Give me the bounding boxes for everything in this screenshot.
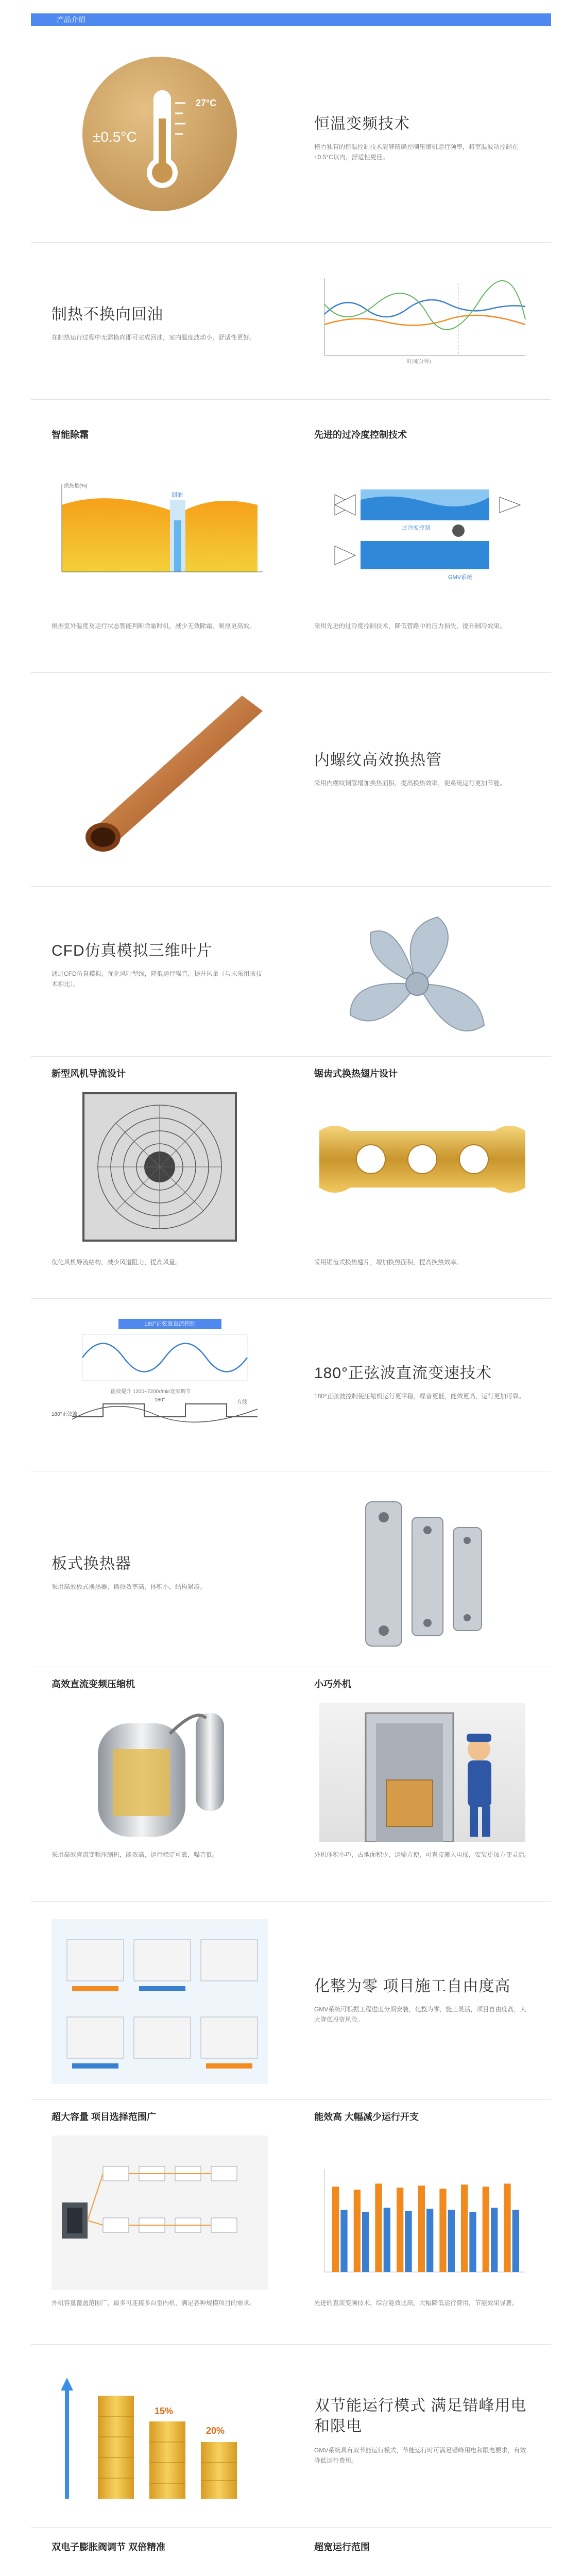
feature-high-efficiency <box>314 2110 530 2123</box>
fin-image <box>319 1121 525 1198</box>
axis-label: 换热量(%) <box>64 483 88 489</box>
subcool-diagram <box>314 474 530 582</box>
feature-title: 超宽运行范围 <box>314 2542 370 2552</box>
feature-inner-groove-tube <box>314 747 530 788</box>
chart-banner: 180°正弦波直流控制 <box>118 1319 221 1329</box>
capacity-diagram <box>52 2136 268 2290</box>
efficiency-chart-svg <box>314 2164 530 2282</box>
bar-s2-5 <box>426 2209 433 2272</box>
section-header: 产品介绍 <box>31 13 551 26</box>
x-axis-label: 时间(分钟) <box>407 359 431 365</box>
feature-title: 小巧外机 <box>314 1679 351 1689</box>
defrost-chart <box>52 474 268 582</box>
saving-pct-1: 15% <box>155 2406 174 2416</box>
feature-title: 180°正弦波直流变速技术 <box>314 1365 492 1382</box>
feature-title: 双电子膨胀阀调节 双倍精准 <box>52 2542 165 2552</box>
precision-badge: ±0.5°C <box>93 129 137 145</box>
feature-desc: 根据室外温度及运行状态智能判断除霜时机，减少无效除霜，制热更高效。 <box>52 622 256 630</box>
feature-sine-dc <box>314 1360 530 1401</box>
bar-s1-8 <box>483 2187 489 2272</box>
feature-constant-temp <box>314 111 530 162</box>
feature-subcool-control <box>314 428 530 441</box>
feature-desc: 在制热运行过程中无需换向即可完成回油，室内温度波动小，舒适性更好。 <box>52 334 256 341</box>
feature-desc: 180°正弦波控制使压缩机运行更平稳，噪音更低，能效更高，运行更加可靠。 <box>314 1393 525 1400</box>
feature-title: 锯齿式换热翅片设计 <box>314 1069 398 1079</box>
bar-s1-9 <box>504 2183 510 2272</box>
feature-title: 恒温变频技术 <box>314 115 410 132</box>
feature-title: 内螺纹高效换热管 <box>314 752 442 769</box>
system-label: GMV系统 <box>448 574 473 581</box>
feature-desc: 外机容量覆盖范围广，最多可连接多台室内机，满足各种规模项目的需求。 <box>52 2299 256 2307</box>
sine-wave-chart <box>52 1319 268 1443</box>
bar-s2-8 <box>491 2208 498 2272</box>
feature-title: 双节能运行模式 满足错峰用电和限电 <box>314 2397 527 2435</box>
feature-plate-exchanger <box>52 1551 268 1592</box>
feature-large-capacity <box>52 2110 268 2123</box>
feature-title: 新型风机导流设计 <box>52 1069 126 1079</box>
feature-title: 能效高 大幅减少运行开支 <box>314 2112 419 2122</box>
fan-blade-icon <box>335 907 500 1061</box>
bar-s1-2 <box>354 2190 361 2272</box>
feature-desc: GMV系统可根据工程进度分期安装，化整为零，施工灵活，项目自由度高，大大降低投资风险。 <box>314 2006 526 2023</box>
bar-s1-4 <box>397 2188 403 2272</box>
bar-s2-1 <box>340 2210 347 2272</box>
compressor-image <box>77 1703 242 1842</box>
feature-desc: 采用先进的过冷度控制技术，降低管路中的压力损失，提升制冷效果。 <box>314 622 506 630</box>
feature-smart-defrost <box>52 428 268 441</box>
bar-s2-4 <box>405 2211 412 2272</box>
feature-desc: GMV系统具有双节能运行模式，节能运行时可满足错峰用电和限电要求，有效降低运行费用。 <box>314 2447 526 2464</box>
feature-desc: 采用锯齿式换热翅片，增加换热面积，提高换热效率。 <box>314 1259 463 1266</box>
feature-desc: 采用高效直流变频压缩机，能效高，运行稳定可靠，噪音低。 <box>52 1851 219 1858</box>
feature-serrated-fins <box>314 1066 530 1080</box>
feature-desc: 采用内螺纹铜管增加换热面积，提高换热效率，使系统运行更加节能。 <box>314 779 506 787</box>
feature-title: 化整为零 项目施工自由度高 <box>314 1978 511 1995</box>
plate-exchanger-image <box>361 1497 530 1651</box>
saving-pct-2: 20% <box>206 2426 225 2436</box>
temp-value: 27°C <box>196 98 217 108</box>
feature-phased-project <box>314 1973 530 2025</box>
feature-title: 先进的过冷度控制技术 <box>314 430 407 440</box>
bar-s2-9 <box>512 2210 519 2272</box>
feature-title: CFD仿真模拟三维叶片 <box>52 942 213 959</box>
feature-desc: 优化风机导流结构，减少风道阻力，提高风量。 <box>52 1259 182 1266</box>
bar-s2-2 <box>362 2212 369 2272</box>
feature-dual-energy-mode <box>314 2396 530 2466</box>
bar-s2-6 <box>448 2210 455 2272</box>
subcool-label: 过冷度控制 <box>402 525 430 531</box>
bar-s1-3 <box>375 2183 382 2272</box>
bar-s2-7 <box>469 2212 476 2272</box>
bar-s1-7 <box>461 2184 468 2272</box>
feature-desc: 外机体积小巧，占地面积少，运输方便，可直接搬入电梯，安装更加方便灵活。 <box>314 1851 531 1858</box>
phased-install-diagram <box>52 1919 268 2084</box>
feature-cfd-blade <box>52 938 268 989</box>
bar-s1-6 <box>439 2189 446 2272</box>
feature-desc: 通过CFD仿真模拟，优化风叶型线，降低运行噪音，提升风量（与未采用该技术相比）。 <box>52 970 262 988</box>
oil-label: 回油 <box>172 492 183 498</box>
feature-compact-unit <box>314 1677 530 1690</box>
feature-desc: 先进的直流变频技术，综合能效比高，大幅降低运行费用，节能效果显著。 <box>314 2299 519 2307</box>
feature-dc-compressor <box>52 1677 268 1690</box>
chart-caption: 能效提升 1200~7200r/min宽频调节 <box>111 1389 191 1395</box>
feature-title: 板式换热器 <box>52 1555 131 1572</box>
coin-stack-chart <box>52 2375 268 2504</box>
feature-title: 制热不换向回油 <box>52 306 163 323</box>
copper-tube-image <box>77 690 268 855</box>
feature-oil-return <box>52 301 268 343</box>
sine-label: 180°正弦波 <box>52 1412 78 1417</box>
bar-s1-1 <box>332 2187 339 2272</box>
temperature-curve-chart <box>314 273 530 366</box>
feature-fan-guide <box>52 1066 268 1080</box>
efficiency-bar-chart <box>314 2164 530 2282</box>
feature-desc: 采用高效板式换热器，换热效率高，体积小，结构紧凑。 <box>52 1583 207 1590</box>
elevator-worker-image <box>319 1703 525 1842</box>
feature-dual-eev <box>52 2540 268 2553</box>
feature-title: 高效直流变频压缩机 <box>52 1679 135 1689</box>
square-label: 方波 <box>237 1399 247 1405</box>
angle-label: 180° <box>155 1397 165 1403</box>
feature-title: 超大容量 项目选择范围广 <box>52 2112 156 2122</box>
bar-s1-5 <box>418 2185 425 2272</box>
fan-grille-image <box>82 1092 237 1242</box>
feature-desc: 格力独有的恒温控制技术能够精确控制压缩机运行频率，将室温波动控制在±0.5°C以内，舒适性更佳。 <box>314 143 519 161</box>
feature-wide-range <box>314 2540 530 2553</box>
bar-s2-3 <box>384 2208 390 2272</box>
feature-title: 智能除霜 <box>52 430 89 440</box>
